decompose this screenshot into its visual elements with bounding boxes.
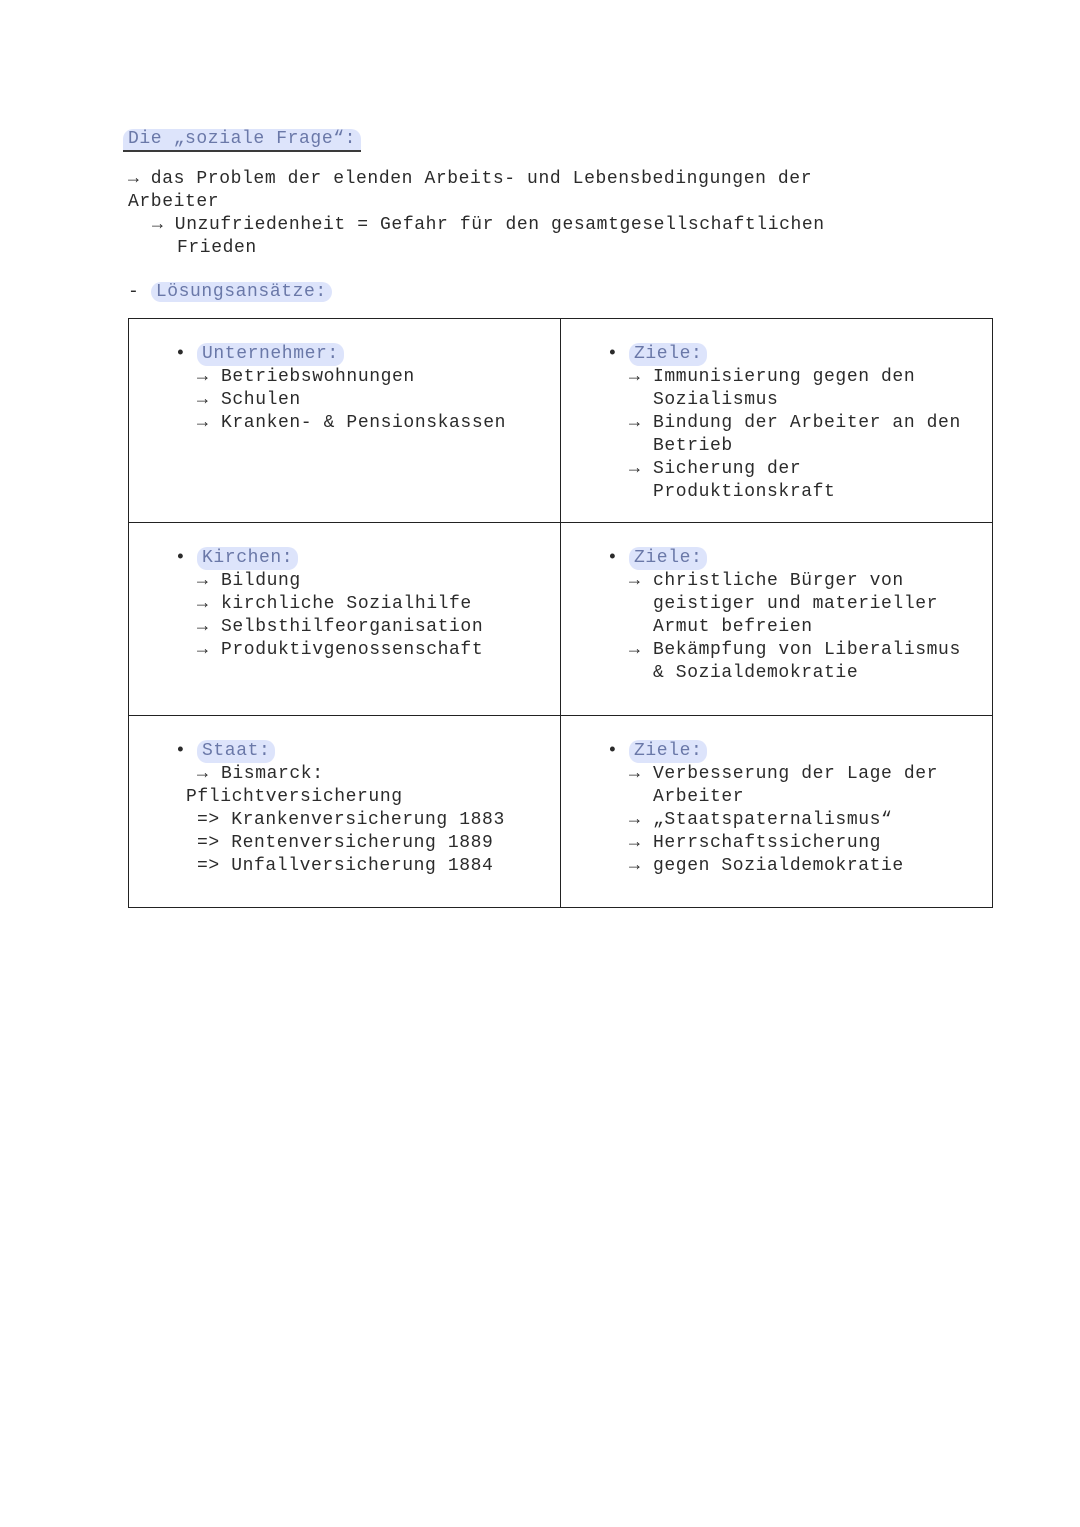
table-cell-right — [561, 319, 992, 523]
list-item — [197, 616, 483, 639]
item-text: Herrschaftssicherung — [653, 833, 882, 853]
item-text: Sicherung der Produktionskraft — [653, 459, 836, 502]
intro-line: → Unzufriedenheit = Gefahr für den gesamtgesellschaftlichen — [152, 215, 825, 235]
table-cell-right — [561, 523, 992, 716]
cell-heading — [607, 740, 938, 763]
item-text: Bildung — [221, 571, 301, 591]
item-list — [629, 570, 961, 685]
insurance-item: => Unfallversicherung 1884 — [197, 856, 494, 876]
bullet: • — [607, 344, 619, 364]
loesungsansaetze-label: Lösungsansätze: — [151, 282, 332, 302]
pflicht-label: Pflichtversicherung — [186, 787, 403, 807]
list-item — [629, 809, 938, 832]
cell-content — [607, 343, 961, 504]
item-text: Kranken- & Pensionskassen — [221, 413, 507, 433]
item-text: Betriebswohnungen — [221, 367, 415, 387]
title-highlight: Die „soziale Frage“: — [123, 129, 361, 152]
item-text: kirchliche Sozialhilfe — [221, 594, 472, 614]
item-text: Produktivgenossenschaft — [221, 640, 484, 660]
item-text: Immunisierung gegen den Sozialismus — [653, 367, 916, 410]
intro-line: Frieden — [177, 238, 257, 258]
arrow-icon: → — [197, 413, 209, 433]
item-text: Bindung der Arbeiter an den Betrieb — [653, 413, 961, 456]
category-label: Ziele: — [629, 547, 707, 570]
item-list — [197, 570, 483, 662]
list-item — [629, 763, 938, 809]
cell-heading — [607, 343, 961, 366]
item-text: Schulen — [221, 390, 301, 410]
arrow-icon: → — [197, 367, 209, 387]
table-cell-right — [561, 716, 992, 907]
item-text: Bekämpfung von Liberalismus & Sozialdemokratie — [653, 640, 961, 683]
cell-heading — [607, 547, 961, 570]
dash: - — [128, 282, 140, 302]
list-item — [197, 763, 505, 786]
arrow-icon: → — [629, 367, 641, 387]
list-item — [197, 412, 506, 435]
item-list — [186, 763, 505, 878]
cell-heading — [175, 343, 506, 366]
list-item — [197, 389, 506, 412]
arrow-icon: → — [197, 640, 209, 660]
cell-content — [175, 740, 505, 878]
bullet: • — [175, 741, 187, 761]
intro-line: Arbeiter — [128, 192, 220, 212]
cell-heading — [175, 547, 483, 570]
arrow-icon: → — [197, 594, 209, 614]
insurance-item: => Krankenversicherung 1883 — [197, 810, 505, 830]
list-item — [197, 639, 483, 662]
table-cell-left — [129, 523, 561, 716]
arrow-icon: → — [629, 856, 641, 876]
cell-content — [607, 740, 938, 878]
solutions-table — [128, 318, 993, 908]
item-list — [197, 366, 506, 435]
cell-content — [175, 547, 483, 662]
item-text: „Staatspaternalismus“ — [653, 810, 893, 830]
item-list — [629, 763, 938, 878]
list-item — [629, 412, 961, 458]
item-text: gegen Sozialdemokratie — [653, 856, 904, 876]
category-label: Kirchen: — [197, 547, 298, 570]
arrow-icon: → — [629, 764, 641, 784]
cell-content — [607, 547, 961, 685]
arrow-icon: → — [197, 617, 209, 637]
bullet: • — [607, 548, 619, 568]
item-list — [629, 366, 961, 504]
arrow-icon: → — [629, 833, 641, 853]
insurance-item: => Rentenversicherung 1889 — [197, 833, 494, 853]
arrow-icon: → — [629, 640, 641, 660]
list-item — [629, 639, 961, 685]
intro-block — [128, 168, 988, 260]
loesungsansaetze-heading — [128, 281, 332, 304]
category-label: Ziele: — [629, 740, 707, 763]
item-text: christliche Bürger von geistiger und materieller Armut befreien — [653, 571, 939, 637]
bullet: • — [607, 741, 619, 761]
list-item — [629, 832, 938, 855]
cell-heading — [175, 740, 505, 763]
category-label: Unternehmer: — [197, 343, 344, 366]
category-label: Ziele: — [629, 343, 707, 366]
item-text: Bismarck: — [221, 764, 324, 784]
category-label: Staat: — [197, 740, 275, 763]
page-title — [123, 128, 361, 151]
list-item — [629, 366, 961, 412]
list-item — [629, 855, 938, 878]
arrow-icon: → — [197, 390, 209, 410]
arrow-icon: → — [629, 459, 641, 479]
intro-line: → das Problem der elenden Arbeits- und Lebensbedingungen der — [128, 169, 813, 189]
list-item — [197, 366, 506, 389]
arrow-icon: → — [197, 764, 209, 784]
arrow-icon: → — [197, 571, 209, 591]
list-item — [629, 570, 961, 639]
list-item — [197, 593, 483, 616]
list-item — [629, 458, 961, 504]
arrow-icon: → — [629, 810, 641, 830]
list-item — [197, 570, 483, 593]
bullet: • — [175, 548, 187, 568]
table-cell-left — [129, 716, 561, 907]
item-text: Selbsthilfeorganisation — [221, 617, 484, 637]
item-text: Verbesserung der Lage der Arbeiter — [653, 764, 939, 807]
arrow-icon: → — [629, 571, 641, 591]
bullet: • — [175, 344, 187, 364]
arrow-icon: → — [629, 413, 641, 433]
cell-content — [175, 343, 506, 435]
table-cell-left — [129, 319, 561, 523]
